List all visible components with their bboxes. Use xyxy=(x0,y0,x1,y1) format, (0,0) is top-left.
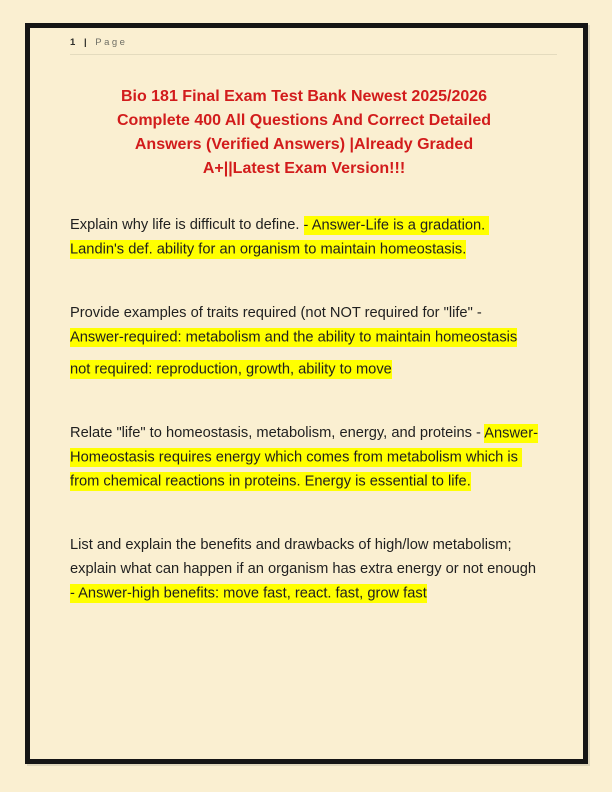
question-text: List and explain the benefits and drawbacks of high/low metabolism; explain what can happen if an organism has extra energy or not enough xyxy=(70,537,541,577)
qa-block xyxy=(70,213,538,261)
qa-paragraph xyxy=(70,301,538,349)
qa-block xyxy=(70,301,538,381)
page-header xyxy=(70,36,557,55)
title-line: Complete 400 All Questions And Correct Detailed xyxy=(116,112,491,129)
answer-highlight: Answer-Homeostasis requires energy which comes from metabolism which is from chemical reactions in proteins. Energy is essential to life. xyxy=(70,425,538,489)
header-page-label: Page xyxy=(95,37,128,48)
page-frame xyxy=(25,23,588,764)
qa-paragraph xyxy=(70,533,541,605)
question-text: Explain why life is difficult to define. xyxy=(70,217,304,233)
question-text: Provide examples of traits required (not NOT required for "life" - xyxy=(70,305,485,321)
title-line: Bio 181 Final Exam Test Bank Newest 2025/2026 xyxy=(120,88,488,105)
qa-block xyxy=(70,421,538,493)
title-line: A+||Latest Exam Version!!! xyxy=(202,160,406,177)
document-title xyxy=(70,85,538,181)
answer-highlight: Answer-required: metabolism and the ability to maintain homeostasis xyxy=(70,329,518,345)
header-separator: | xyxy=(83,37,90,48)
qa-paragraph xyxy=(70,421,538,493)
qa-paragraph xyxy=(70,213,538,261)
question-text: Relate "life" to homeostasis, metabolism, energy, and proteins - xyxy=(70,425,485,441)
qa-section xyxy=(70,213,541,605)
title-line: Answers (Verified Answers) |Already Graded xyxy=(134,136,474,153)
qa-paragraph xyxy=(70,357,538,381)
page-content xyxy=(30,85,583,605)
answer-highlight: not required: reproduction, growth, ability to move xyxy=(70,361,392,377)
qa-block xyxy=(70,533,541,605)
answer-highlight: - Answer-high benefits: move fast, react. fast, grow fast xyxy=(70,585,427,601)
page-number: 1 xyxy=(70,37,78,48)
answer-highlight: - Answer-Life is a gradation. Landin's def. ability for an organism to maintain homeostasis. xyxy=(70,217,490,257)
